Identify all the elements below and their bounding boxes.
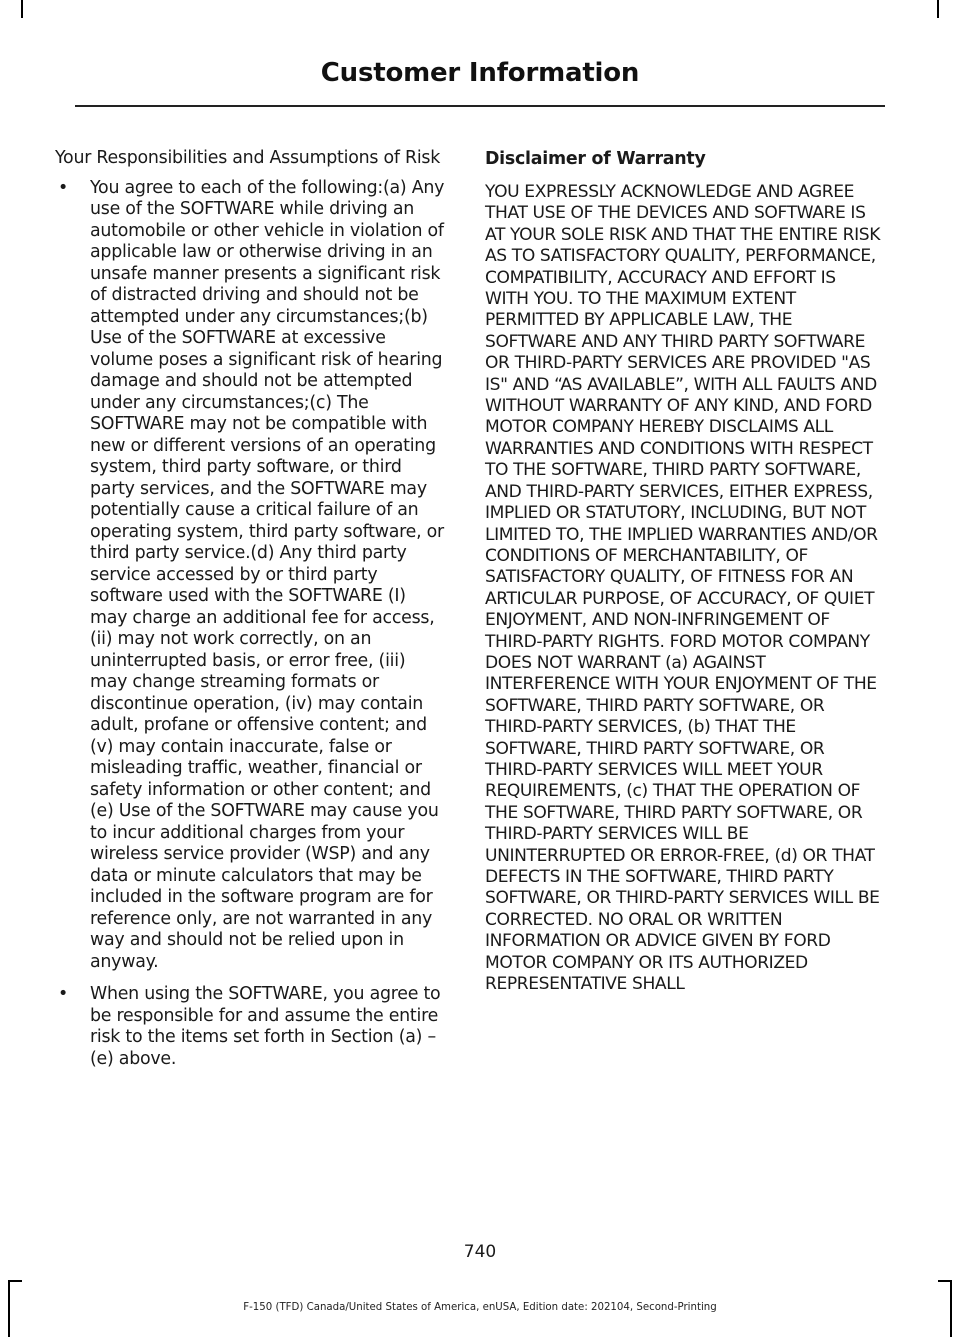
page-title: Customer Information xyxy=(320,58,640,88)
crop-mark-top-right xyxy=(937,0,939,18)
header-divider xyxy=(75,105,885,107)
left-column xyxy=(55,148,447,1081)
disclaimer-body: YOU EXPRESSLY ACKNOWLEDGE AND AGREE THAT USE OF THE DEVICES AND SOFTWARE IS AT YOUR SOLE RISK AND THAT THE ENTIRE RISK AS TO SATISFACTORY QUALITY, PERFORMANCE, COMPATIBILITY, ACCURACY AND EFFORT IS WITH YOU. TO THE MAXIMUM EXTENT PERMITTED BY APPLICABLE LAW, THE SOFTWARE AND ANY THIRD PARTY SOFTWARE OR THIRD-PARTY SERVICES ARE PROVIDED "AS IS" AND “AS AVAILABLE”, WITH ALL FAULTS AND WITHOUT WARRANTY OF ANY KIND, AND FORD MOTOR COMPANY HEREBY DISCLAIMS ALL WARRANTIES AND CONDITIONS WITH RESPECT TO THE SOFTWARE, THIRD PARTY SOFTWARE, AND THIRD-PARTY SERVICES, EITHER EXPRESS, IMPLIED OR STATUTORY, INCLUDING, BUT NOT LIMITED TO, THE IMPLIED WARRANTIES AND/OR CONDITIONS OF MERCHANTABILITY, OF SATISFACTORY QUALITY, OF FITNESS FOR AN ARTICULAR PURPOSE, OF ACCURACY, OF QUIET ENJOYMENT, AND NON-INFRINGEMENT OF THIRD-PARTY RIGHTS. FORD MOTOR COMPANY DOES NOT WARRANT (a) AGAINST INTERFERENCE WITH YOUR ENJOYMENT OF THE SOFTWARE, THIRD PARTY SOFTWARE, OR THIRD-PARTY SERVICES, (b) THAT THE SOFTWARE, THIRD PARTY SOFTWARE, OR THIRD-PARTY SERVICES WILL MEET YOUR REQUIREMENTS, (c) THAT THE OPERATION OF THE SOFTWARE, THIRD PARTY SOFTWARE, OR THIRD-PARTY SERVICES WILL BE UNINTERRUPTED OR ERROR-FREE, (d) OR THAT DEFECTS IN THE SOFTWARE, THIRD PARTY SOFTWARE, OR THIRD-PARTY SERVICES WILL BE CORRECTED. NO ORAL OR WRITTEN INFORMATION OR ADVICE GIVEN BY FORD MOTOR COMPANY OR ITS AUTHORIZED REPRESENTATIVE SHALL xyxy=(485,182,881,995)
crop-mark-top-left xyxy=(21,0,23,18)
bullet-item-2 xyxy=(55,984,447,1070)
bullet-text: You agree to each of the following:(a) Any use of the SOFTWARE while driving an automobile or other vehicle in violation of applicable law or otherwise driving in an unsafe manner presents a significant risk of distracted driving and should not be attempted under any circumstances;(b) Use of the SOFTWARE at excessive volume poses a significant risk of hearing damage and should not be attempted under any circumstances;(c) The SOFTWARE may not be compatible with new or different versions of an operating system, third party software, or third party services, and the SOFTWARE may potentially cause a critical failure of an operating system, third party software, or third party service.(d) Any third party service accessed by or third party software used with the SOFTWARE (I) may charge an additional fee for access, (ii) may not work correctly, on an uninterrupted basis, or error free, (iii) may change streaming formats or discontinue operation, (iv) may contain adult, profane or offensive content; and (v) may contain inaccurate, false or misleading traffic, weather, financial or safety information or other content; and (e) Use of the SOFTWARE may cause you to incur additional charges from your wireless service provider (WSP) and any data or minute calculators that may be included in the software program are for reference only, are not warranted in any way and should not be relied upon in anyway. xyxy=(90,177,445,972)
crop-mark-bottom-right-h xyxy=(938,1280,952,1282)
bullet-icon: • xyxy=(58,177,69,198)
bullet-icon: • xyxy=(58,984,69,1004)
bullet-item-1 xyxy=(55,178,447,974)
footer-edition: F-150 (TFD) Canada/United States of America, enUSA, Edition date: 202104, Second-Printing xyxy=(243,1302,717,1313)
page-number: 740 xyxy=(463,1242,497,1262)
right-column xyxy=(485,148,880,995)
crop-mark-bottom-left-h xyxy=(8,1280,22,1282)
section-intro: Your Responsibilities and Assumptions of Risk xyxy=(55,148,441,168)
section-heading: Disclaimer of Warranty xyxy=(485,149,706,169)
bullet-list xyxy=(55,178,447,1071)
bullet-text: When using the SOFTWARE, you agree to be responsible for and assume the entire risk to the items set forth in Section (a) – (e) above. xyxy=(90,984,441,1069)
